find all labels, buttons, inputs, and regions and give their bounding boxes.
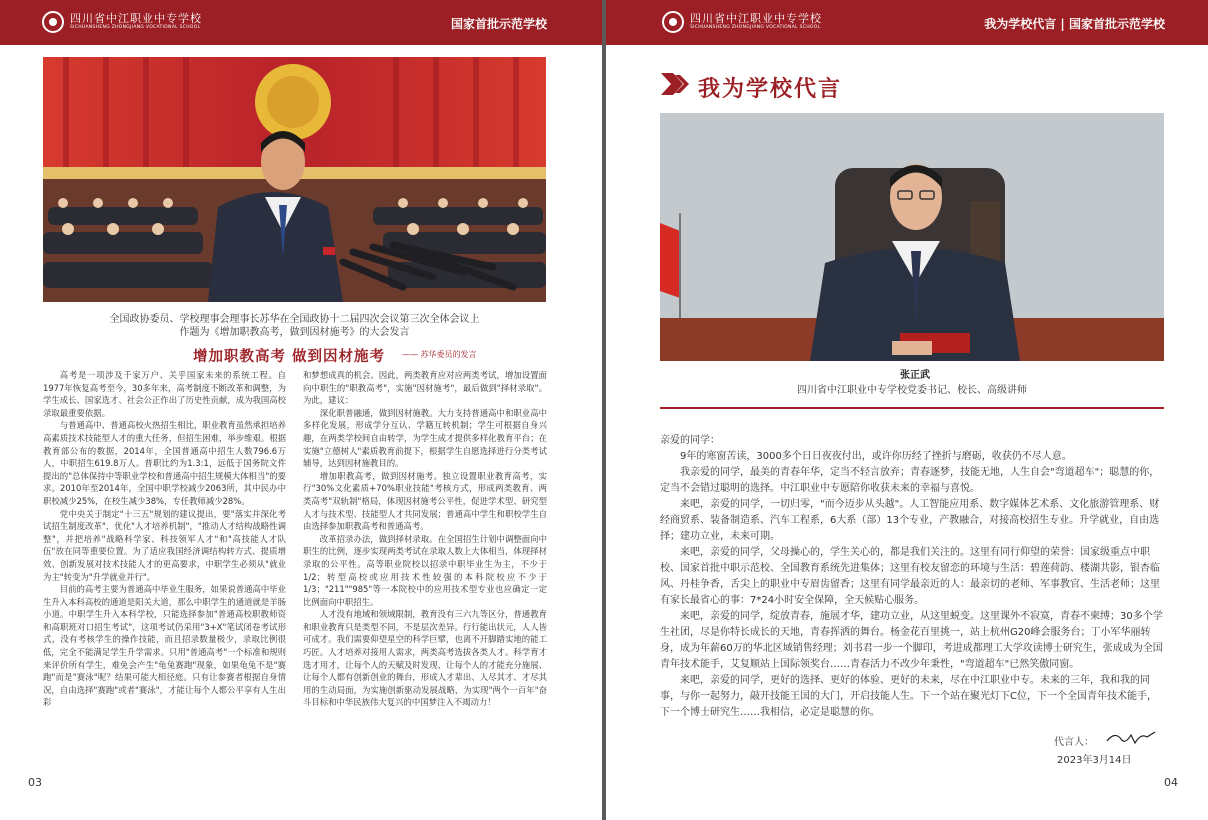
principal-name: 张正武 <box>900 370 930 381</box>
letter-paragraph: 来吧，亲爱的同学，绽放青春，施展才华，建功立业，从这里蜕变。这里课外不寂寞，青春不柬缚；30多个学生社团，尽是你特长成长的天地，青春挥洒的舞台。杨金花百里挑一，站上杭州G20峰会服务台；丁小军华丽转身，成为年薪60万的华北区域销售经理；刘书君一步一个脚印，考进成都理工大学攻读博士研究生，张成成为全国青年技术能手，艾复顺站上国际领奖台……青春活力不改少年秉性，"弯道超车"已然笑傲同窗。 <box>660 611 1163 670</box>
article-paragraph: 与普通高中、普通高校火热招生相比，职业教育虽然承担培养高素质技术技能型人才的重大任务，但招生困难，举步维艰。根据教育部公布的数据，2014年，全国普通高中招生人数796.6万人，中职招生619.8万人。普职比约为1.3:1，远低于国务院文件提出的"总体保持中等职业学校和普通高中招生规模大体相当"的要求。2010年至2014年，全国中职学校减少2063所，其中民办中职校减少25%，在校生减少38%，专任教师减少28%。 <box>43 420 286 506</box>
article-subtitle: —— 苏华委员的发言 <box>402 350 477 359</box>
page-number-left: 03 <box>28 776 42 789</box>
right-page <box>606 0 1208 820</box>
left-page <box>0 0 602 820</box>
article-paragraph: 党中央关于制定"十三五"规划的建议提出，要"落实并深化考试招生制度改革"，优化"人才培养机制"，"推动人才结构战略性调整"，并把培养"战略科学家、科技领军人才"和"高技能人才队伍"放在同等重要位置。为了适应我国经济调结构转方式、提质增效、创新发展对技术技能人才的更高要求，中职学生必须从"就业为主"转变为"升学就业并行"。 <box>43 508 286 582</box>
logo-english-name: SICHUANSHENG ZHONGJIANG VOCATIONAL SCHOOL <box>690 25 821 31</box>
article-paragraph: 改革招录办法，做到择材录取。在全国招生计划中调整面向中职生的比例，逐步实现两类考试在录取人数上大体相当，体现择材录取的公平性。高等职业院校以招录中职毕业生为主，不少于1/2；转型高校或应用技术性较强的本科院校应不少于1/3；"211""985"等一本院校中的应用技术型专业也应确定一定比例面向中职招生。 <box>303 533 547 607</box>
school-emblem-icon <box>662 11 684 33</box>
left-header-title: 国家首批示范学校 <box>450 17 547 31</box>
logo-english-name: SICHUANSHENG ZHONGJIANG VOCATIONAL SCHOOL <box>70 25 201 31</box>
article-title: 增加职教高考 做到因材施考 <box>193 348 386 365</box>
school-emblem-icon <box>42 11 64 33</box>
letter-paragraph: 来吧，亲爱的同学，一切归零，"而今迈步从头越"。人工智能应用系、数字媒体艺术系、文化旅游管理系、财经商贸系、装备制造系、汽车工程系，6大系（部）13个专业，产教融合，对接高校招生专业。升学就业，自由选择；建功立业，未来可期。 <box>660 499 1160 542</box>
school-logo <box>42 11 202 33</box>
right-header-banner <box>606 0 1208 45</box>
letter-paragraph: 来吧，亲爱的同学，更好的选择、更好的体验、更好的未来，尽在中江职业中专。未来的三年，我和我的同事，与你一起努力，敲开技能王国的大门，开启技能人生。下一个站在聚光灯下C位，下一个全国青年技术能手，下一个博士研究生……我相信，必定是聪慧的你。 <box>660 675 1157 718</box>
letter-greeting: 亲爱的同学： <box>660 435 720 446</box>
section-title: 我为学校代言 <box>698 77 843 102</box>
left-header-banner <box>0 0 602 45</box>
section-divider <box>660 407 1164 409</box>
page-number-right: 04 <box>1164 776 1178 789</box>
portrait-illustration <box>660 113 1164 361</box>
letter-body <box>660 433 1164 721</box>
principal-portrait-photo <box>660 113 1164 361</box>
conference-speech-photo <box>43 57 546 302</box>
photo-caption-line-1: 全国政协委员、学校理事会理事长苏华在全国政协十二届四次会议第三次全体会议上 <box>109 314 480 325</box>
logo-chinese-name: 四川省中江职业中专学校 <box>70 12 202 26</box>
school-logo <box>662 11 822 33</box>
article-paragraph: 增加职教高考，做到因材施考。独立设置职业教育高考，实行"30%文化素质+70%职业技能"考核方式，形成两类教育、两类高考"双轨制"格局，体现因材施考公平性，促进学术型、研究型人才与技术型、技能型人才共同发展；普通高中学生和职校学生自由选择参加职教高考和普通高考。 <box>303 470 547 532</box>
letter-paragraph: 我亲爱的同学，最美的青春年华，定当不轻言放弃；青春逐梦，技能无地，人生自会"弯道超车"；聪慧的你，定当不会错过聪明的选择。中江职业中专愿陪你收获未来的幸福与喜悦。 <box>660 467 1160 494</box>
article-column-2 <box>303 369 547 709</box>
signature-label: 代言人： <box>1054 737 1094 748</box>
letter-date: 2023年3月14日 <box>1057 755 1132 766</box>
article-paragraph: 人才没有地域和领域限制，教育没有三六九等区分，普通教育和职业教育只是类型不同，不是层次差异。行行能出状元，人人皆可成才。我们需要仰望星空的科学巨擘，也离不开脚踏实地的能工巧匠。人才培养对接用人需求，两类高考选拔各类人才。科学育才选才用才，让每个人的天赋及时发现、让每个人的才能充分施展、让每个人都有创新创业的舞台，形成人才辈出、人尽其才、才尽其用的生动局面，为实施创新驱动发展战略，为实现"两个一百年"奋斗目标和中华民族伟大复兴的中国梦注入不竭动力！ <box>303 609 547 708</box>
photo-caption-line-2: 作题为《增加职教高考，做到因材施考》的大会发言 <box>179 327 410 338</box>
article-paragraph: 高考是一项涉及千家万户、关乎国家未来的系统工程。自1977年恢复高考至今，30多年来，高考制度不断改革和调整，为学生成长、国家选才、社会公正作出了历史性贡献，成为我国高校录取最重要依据。 <box>43 370 286 418</box>
conference-photo-illustration <box>43 57 546 302</box>
right-header-title: 我为学校代言 | 国家首批示范学校 <box>984 17 1165 31</box>
logo-chinese-name: 四川省中江职业中专学校 <box>690 12 822 26</box>
letter-paragraph: 来吧，亲爱的同学，父母操心的，学生关心的，都是我们关注的。这里有同行仰望的荣誉：国家级重点中职校、国家首批中职示范校、全国教育系统先进集体；这里有校友留恋的环境与生活：碧莲荷韵、楼湖共影，银杏临风、丹桂争香，舌尖上的职业中专眉齿留香；这里有同学最亲近的人：最亲切的老师、军事教官、生活老师；这里有家长最省心的事：7*24小时安全保障，全天候贴心服务。 <box>660 547 1160 606</box>
article-paragraph: 深化职普融通，做到因材施教。大力支持普通高中和职业高中多样化发展，形成学分互认、学籍互转机制；学生可根据自身兴趣，在两类学校间自由转学，为学生成才提供多样化教育平台；在实施"立德树人"素质教育前提下，根据学生自愿选择进行分类考试辅导，达到因材施教目的。 <box>303 407 547 469</box>
letter-paragraph: 9年的寒窗苦读，3000多个日日夜夜付出，或许你历经了挫折与磨砺，收获仍不尽人意。 <box>680 451 1072 462</box>
principal-title: 四川省中江职业中专学校党委书记、校长、高级讲师 <box>797 385 1027 396</box>
article-column-1 <box>43 369 286 709</box>
article-paragraph: 目前的高考主要为普通高中毕业生服务，如果说普通高中毕业生升入本科高校的通道是阳关大道，那么中职学生的通道就是羊肠小道。中职学生升入本科学校，只能选择参加"普通高校职教师资和高职班对口招生考试"，这项考试仍采用"3+X"笔试闭卷考试形式，没有考核学生的操作技能，而且招录数量极少，录取比例很低，完全不能满足学生升学需求。只用"普通高考"一个标准和规则来评价所有学生，难免会产生"龟兔赛跑"现象，如果龟兔不是"赛跑"而是"赛泳"呢？结果可能大相径庭。只有让参赛者根据自身情况，自由选择"赛跑"或者"赛泳"，才能让每个人都公平享有人生出彩 <box>43 584 286 708</box>
article-paragraph: 和梦想成真的机会。因此，两类教育应对应两类考试，增加设置面向中职生的"职教高考"，实施"因材施考"，最后做到"择材录取"。为此，建议： <box>303 370 547 406</box>
double-chevron-icon <box>661 73 691 95</box>
handwritten-signature <box>1105 729 1157 747</box>
